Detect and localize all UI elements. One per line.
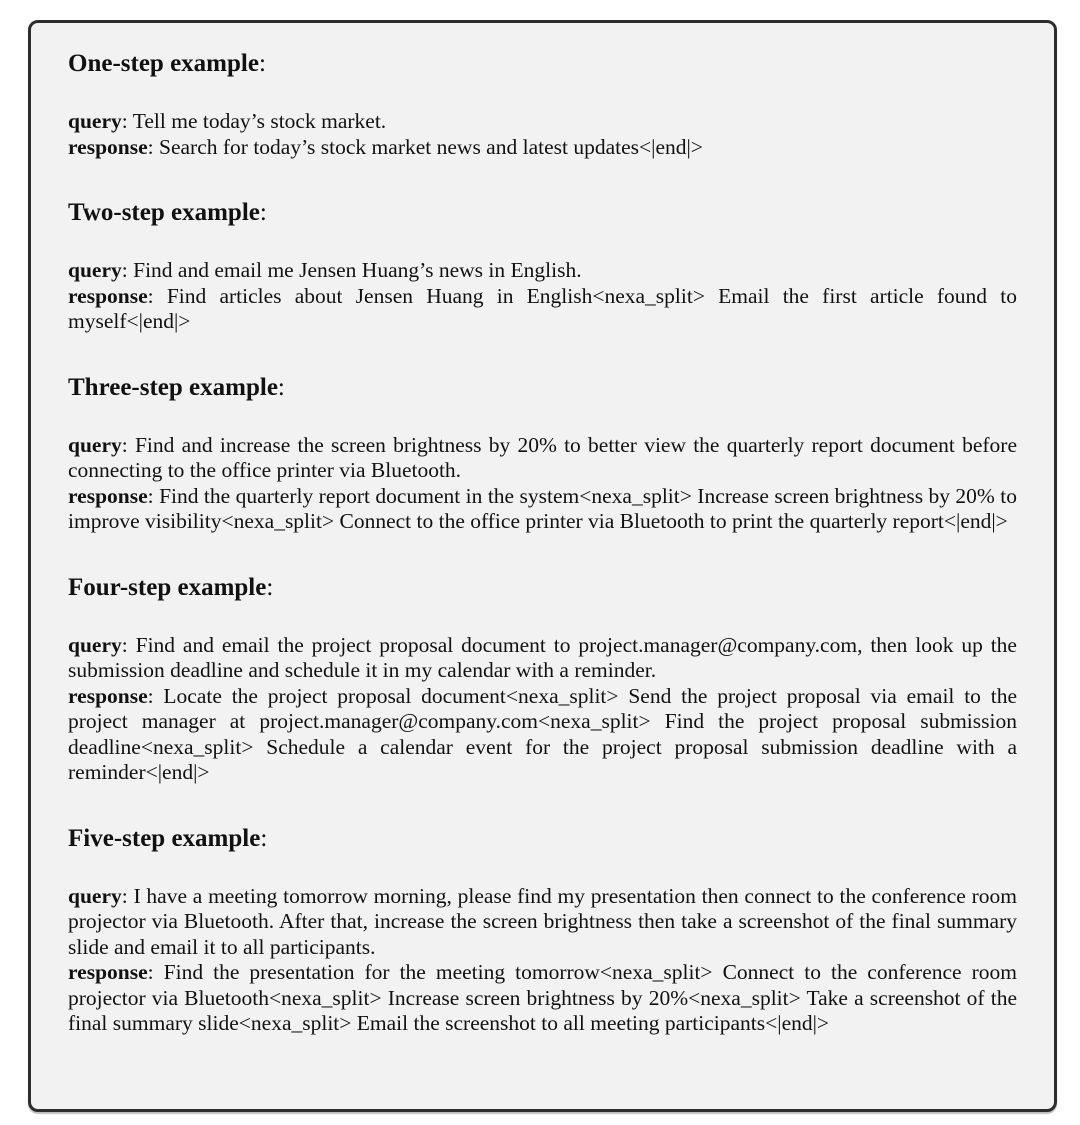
response-text: Locate the project proposal document<nexa_split> Send the project proposal via email to the project manager at project.manager@company.com<nexa_split> Find the project proposal submission deadline<nexa_split> Schedule a calendar event for the project proposal submission deadline with a reminder<|end|> (68, 683, 1017, 784)
label-separator: : (121, 432, 135, 457)
example-heading-text: Four-step example (68, 573, 267, 601)
response-text: Find articles about Jensen Huang in English<nexa_split> Email the first article found to myself<|end|> (68, 283, 1017, 333)
example-section-three-step (68, 373, 1017, 535)
response-paragraph (68, 684, 1017, 786)
heading-colon: : (277, 373, 285, 401)
query-paragraph (68, 258, 1017, 284)
response-text: Find the quarterly report document in the system<nexa_split> Increase screen brightness by 20% to improve visibility<nexa_split> Connect to the office printer via Bluetooth to print the quarterly report<|end|> (68, 483, 1018, 533)
label-separator: : (121, 258, 134, 282)
heading-colon: : (260, 824, 268, 852)
response-label: response (68, 483, 148, 508)
label-separator: : (121, 109, 133, 133)
label-separator: : (147, 134, 159, 159)
query-label: query (68, 258, 122, 282)
query-paragraph (68, 884, 1017, 961)
query-paragraph (68, 433, 1017, 484)
query-text: Tell me today’s stock market. (132, 109, 387, 133)
label-separator: : (121, 632, 136, 657)
label-separator: : (147, 483, 160, 508)
example-heading-text: Two-step example (68, 199, 260, 226)
response-paragraph (68, 960, 1017, 1037)
label-separator: : (147, 283, 167, 308)
response-text: Find the presentation for the meeting tomorrow<nexa_split> Connect to the conference room projector via Bluetooth<nexa_split> Increase screen brightness by 20%<nexa_split> Take a screenshot of the final summary slide<nexa_split> Email the screenshot to all meeting participants<|end|> (68, 960, 1017, 1035)
response-label: response (68, 683, 148, 708)
prompt-examples-figure (28, 20, 1057, 1112)
query-paragraph (68, 633, 1017, 684)
query-label: query (68, 632, 122, 657)
heading-colon: : (259, 199, 267, 226)
query-text: Find and email the project proposal document to project.manager@company.com, then look up the submission deadline and schedule it in my calendar with a reminder. (68, 632, 1017, 682)
example-section-two-step (68, 198, 1017, 335)
query-paragraph (68, 109, 1017, 135)
example-heading-text: Five-step example (68, 824, 261, 852)
response-paragraph (68, 484, 1017, 535)
query-label: query (68, 432, 122, 457)
query-label: query (68, 109, 122, 133)
response-paragraph (68, 284, 1017, 335)
example-heading (68, 49, 1017, 79)
example-heading (68, 824, 1017, 854)
example-heading (68, 198, 1017, 228)
example-section-one-step (68, 49, 1017, 160)
response-label: response (68, 134, 148, 159)
label-separator: : (147, 960, 164, 984)
example-section-five-step (68, 824, 1017, 1037)
response-label: response (68, 283, 148, 308)
example-heading (68, 573, 1017, 603)
query-text: I have a meeting tomorrow morning, please find my presentation then connect to the conference room projector via Bluetooth. After that, increase the screen brightness then take a screenshot of the final summary slide and email it to all participants. (68, 883, 1017, 959)
response-paragraph (68, 135, 1017, 161)
example-heading (68, 373, 1017, 403)
label-separator: : (147, 683, 164, 708)
example-heading-text: Three-step example (68, 373, 278, 401)
example-section-four-step (68, 573, 1017, 786)
response-text: Search for today’s stock market news and latest updates<|end|> (159, 134, 703, 159)
response-label: response (68, 960, 148, 984)
example-heading-text: One-step example (68, 50, 259, 77)
query-text: Find and email me Jensen Huang’s news in English. (133, 258, 582, 282)
heading-colon: : (266, 573, 274, 601)
heading-colon: : (258, 50, 266, 77)
query-text: Find and increase the screen brightness by 20% to better view the quarterly report document before connecting to the office printer via Bluetooth. (68, 432, 1017, 482)
label-separator: : (121, 883, 134, 908)
query-label: query (68, 883, 122, 908)
